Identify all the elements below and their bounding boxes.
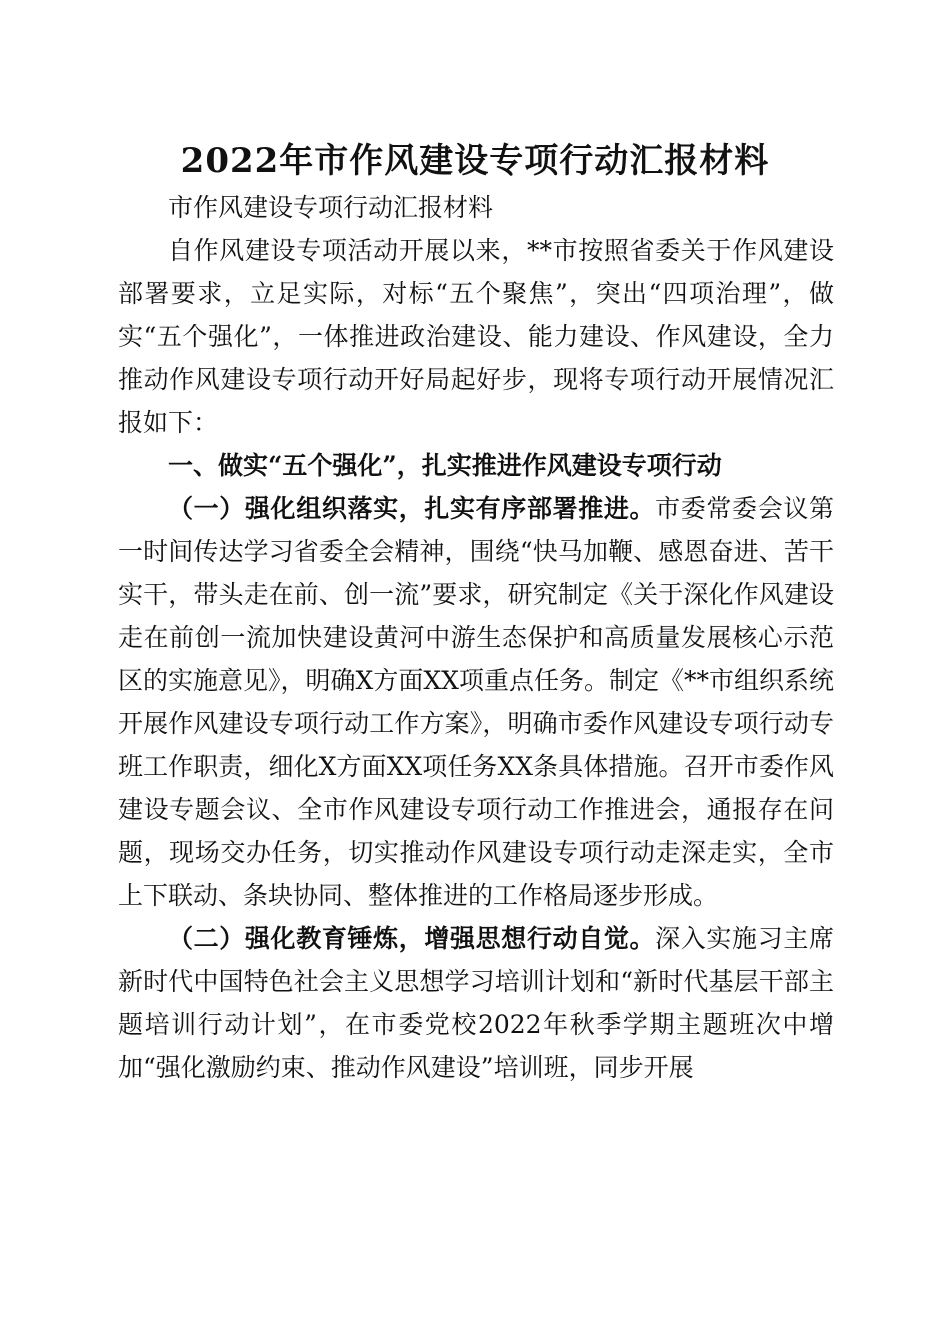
section-heading-1: 一、做实“五个强化”，扎实推进作风建设专项行动 [168,451,722,480]
item-1-lead: （一）强化组织落实，扎实有序部署推进。 [168,494,656,523]
item-1-body: 市委常委会议第一时间传达学习省委全会精神，围绕“快马加鞭、感恩奋进、苦干实干，带头走在前、创一流”要求，研究制定《关于深化作风建设走在前创一流加快建设黄河中游生态保护和高质量发展核心示范区的实施意见》，明确X方面XX项重点任务。制定《**市组织系统开展作风建设专项行动工作方案》，明确市委作风建设专项行动专班工作职责，细化X方面XX项任务XX条具体措施。召开市委作风建设专题会议、全市作风建设专项行动工作推进会，通报存在问题，现场交办任务，切实推动作风建设专项行动走深走实，全市上下联动、条块协同、整体推进的工作格局逐步形成。 [118,494,834,910]
item-2-body: 深入实施习主席新时代中国特色社会主义思想学习培训计划和“新时代基层干部主题培训行动计划”，在市委党校2022年秋季学期主题班次中增加“强化激励约束、推动作风建设”培训班，同步开展 [118,924,834,1082]
paragraph-item-1 [118,487,834,917]
intro-paragraph: 自作风建设专项活动开展以来，**市按照省委关于作风建设部署要求，立足实际，对标“五个聚焦”，突出“四项治理”，做实“五个强化”，一体推进政治建设、能力建设、作风建设，全力推动作风建设专项行动开好局起好步，现将专项行动开展情况汇报如下： [118,236,834,437]
item-2-lead: （二）强化教育锤炼，增强思想行动自觉。 [168,924,656,953]
subtitle-line: 市作风建设专项行动汇报材料 [168,193,494,222]
paragraph-item-2 [118,917,834,1089]
document-title: 2022年市作风建设专项行动汇报材料 [180,141,770,181]
document-body [118,186,834,1089]
